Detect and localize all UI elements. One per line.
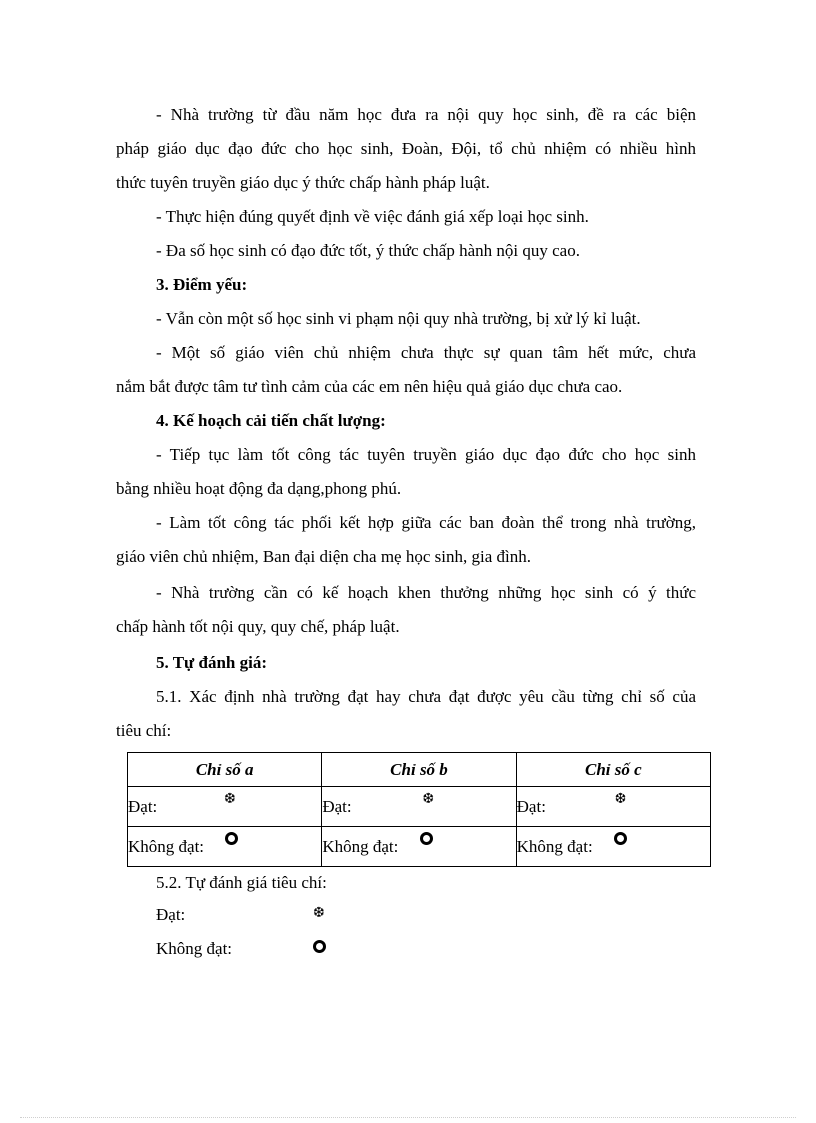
paragraph-line: chấp hành tốt nội quy, quy chế, pháp luật. <box>116 617 400 636</box>
table-row-pass <box>128 787 711 827</box>
paragraph-line: nắm bắt được tâm tư tình cảm của các em nên hiệu quả giáo dục chưa cao. <box>116 377 623 396</box>
paragraph-line: - Làm tốt công tác phối kết hợp giữa các ban đoàn thể trong nhà trường, <box>156 513 696 532</box>
paragraph: - Vẫn còn một số học sinh vi phạm nội quy nhà trường, bị xử lý kỉ luật. <box>156 309 641 328</box>
cell-pass-a <box>128 787 322 827</box>
fail-label: Không đạt: <box>128 836 205 856</box>
pass-label: Đạt: <box>128 796 158 816</box>
paragraph-line: pháp giáo dục đạo đức cho học sinh, Đoàn, Đội, tổ chủ nhiệm có nhiều hình <box>116 139 696 158</box>
snowflake-checkbox-icon[interactable]: ❆ <box>313 906 325 921</box>
section-heading-self-assessment: 5. Tự đánh giá: <box>156 653 267 672</box>
snowflake-checkbox-icon[interactable]: ❆ <box>422 792 435 807</box>
table-row-fail <box>128 827 711 867</box>
paragraph: - Đa số học sinh có đạo đức tốt, ý thức chấp hành nội quy cao. <box>156 241 580 260</box>
section-heading-improvement-plan: 4. Kế hoạch cải tiến chất lượng: <box>156 411 386 430</box>
paragraph-line: tiêu chí: <box>116 721 172 740</box>
paragraph-line: 5.1. Xác định nhà trường đạt hay chưa đạt được yêu cầu từng chỉ số của <box>156 687 696 706</box>
circle-radio-icon[interactable] <box>614 832 627 845</box>
paragraph-line: giáo viên chủ nhiệm, Ban đại diện cha mẹ học sinh, gia đình. <box>116 547 531 566</box>
snowflake-checkbox-icon[interactable]: ❆ <box>614 792 627 807</box>
pass-label: Đạt: <box>516 796 546 816</box>
self-fail-label: Không đạt: <box>156 939 233 958</box>
paragraph: - Thực hiện đúng quyết định về việc đánh giá xếp loại học sinh. <box>156 207 589 226</box>
page-bottom-divider <box>20 1117 796 1118</box>
paragraph-line: - Tiếp tục làm tốt công tác tuyên truyền giáo dục đạo đức cho học sinh <box>156 445 696 464</box>
circle-radio-icon[interactable] <box>225 832 238 845</box>
header-indicator-a: Chỉ số a <box>128 753 322 787</box>
cell-pass-b <box>322 787 516 827</box>
paragraph-line: - Nhà trường từ đầu năm học đưa ra nội quy học sinh, đề ra các biện <box>156 105 696 124</box>
header-indicator-b: Chỉ số b <box>322 753 516 787</box>
cell-fail-c <box>516 827 710 867</box>
header-indicator-c: Chỉ số c <box>516 753 710 787</box>
snowflake-checkbox-icon[interactable]: ❆ <box>224 792 236 807</box>
section-heading-weaknesses: 3. Điểm yếu: <box>156 275 248 294</box>
self-pass-label: Đạt: <box>156 905 186 924</box>
table-header-row <box>128 753 711 787</box>
pass-label: Đạt: <box>322 796 352 816</box>
cell-fail-a <box>128 827 322 867</box>
circle-radio-icon[interactable] <box>313 940 326 953</box>
fail-label: Không đạt: <box>322 836 399 856</box>
criteria-table <box>127 752 711 867</box>
paragraph-line: - Nhà trường cần có kế hoạch khen thưởng những học sinh có ý thức <box>156 583 696 602</box>
paragraph-line: bằng nhiều hoạt động đa dạng,phong phú. <box>116 479 402 498</box>
fail-label: Không đạt: <box>516 836 593 856</box>
cell-fail-b <box>322 827 516 867</box>
paragraph-line: thức tuyên truyền giáo dục ý thức chấp hành pháp luật. <box>116 173 490 192</box>
cell-pass-c <box>516 787 710 827</box>
paragraph: 5.2. Tự đánh giá tiêu chí: <box>156 873 327 892</box>
circle-radio-icon[interactable] <box>420 832 433 845</box>
paragraph-line: - Một số giáo viên chủ nhiệm chưa thực sự quan tâm hết mức, chưa <box>156 343 696 362</box>
